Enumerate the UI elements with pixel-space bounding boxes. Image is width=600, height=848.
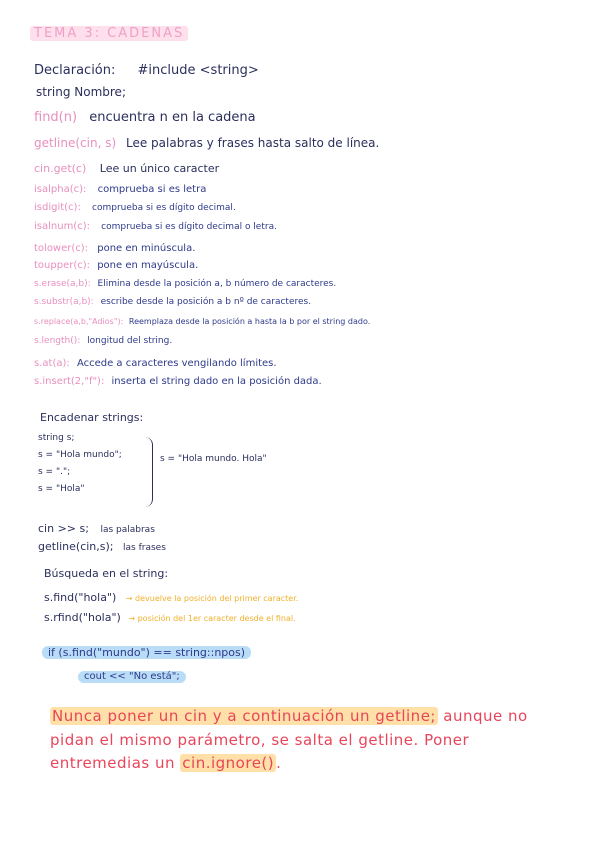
function-name: isalnum(c):: [34, 221, 90, 232]
function-name: tolower(c):: [34, 243, 89, 254]
function-desc: encuentra n en la cadena: [89, 110, 256, 125]
io-row: [38, 523, 155, 535]
function-row: [34, 163, 219, 174]
busqueda-code: s.find("hola"): [44, 591, 117, 604]
function-row: [34, 337, 172, 346]
function-desc: Lee palabras y frases hasta salto de línea.: [125, 136, 380, 150]
busqueda-row: [44, 592, 298, 603]
function-row: [34, 318, 370, 326]
function-desc: comprueba si es dígito decimal.: [92, 203, 236, 213]
function-row: [34, 359, 277, 369]
string-declaration: string Nombre;: [36, 85, 126, 99]
function-desc: comprueba si es dígito decimal o letra.: [101, 222, 277, 232]
concat-line: string s;: [38, 433, 75, 443]
warning-line: [50, 756, 281, 771]
brace: [142, 437, 153, 507]
code-if-line: if (s.find("mundo") == string::npos): [42, 646, 251, 659]
code-cout-line: cout << "No está";: [78, 671, 186, 683]
io-code: getline(cin,s);: [38, 540, 114, 553]
function-row: [34, 298, 311, 307]
concat-line: s = "Hola mundo";: [38, 450, 122, 460]
busqueda-code: s.rfind("hola"): [44, 611, 121, 624]
io-row: [38, 541, 166, 553]
busqueda-heading: Búsqueda en el string:: [44, 567, 169, 580]
function-desc: pone en mayúscula.: [97, 260, 199, 271]
function-row: [34, 280, 336, 289]
function-name: getline(cin, s): [34, 136, 117, 150]
function-row: [34, 261, 198, 271]
warning-highlight: Nunca poner un cin y a continuación un getline;: [52, 707, 436, 725]
function-desc: escribe desde la posición a b nº de caracteres.: [100, 297, 312, 307]
function-name: toupper(c):: [34, 260, 91, 271]
warning-text: aunque no: [443, 707, 528, 725]
function-name: cin.get(c): [34, 162, 87, 175]
include-directive: #include <string>: [137, 63, 259, 78]
function-name: isdigit(c):: [34, 202, 81, 213]
function-desc: comprueba si es letra: [97, 184, 207, 195]
function-row: [34, 222, 277, 232]
function-desc: inserta el string dado en la posición dada.: [111, 376, 322, 387]
function-desc: Reemplaza desde la posición a hasta la b por el string dado.: [128, 317, 371, 326]
function-desc: Elimina desde la posición a, b número de caracteres.: [97, 279, 337, 289]
concat-line: s = "Hola": [38, 484, 85, 494]
function-desc: longitud del string.: [87, 336, 173, 346]
function-name: s.replace(a,b,"Adios"):: [34, 317, 124, 326]
io-note: las palabras: [100, 525, 155, 535]
function-name: s.insert(2,"f"):: [34, 376, 105, 387]
function-name: s.substr(a,b):: [34, 297, 94, 307]
cin-ignore-highlight: cin.ignore(): [182, 754, 275, 772]
function-name: s.length():: [34, 336, 81, 346]
busqueda-note: → posición del 1er caracter desde el final.: [128, 614, 296, 623]
function-row: [34, 377, 322, 387]
concat-result: s = "Hola mundo. Hola": [160, 454, 267, 464]
page-title: TEMA 3: CADENAS: [30, 26, 188, 41]
function-row: [34, 244, 195, 254]
function-desc: Accede a caracteres vengilando límites.: [76, 358, 277, 369]
warning-text: .: [276, 754, 282, 772]
function-name: isalpha(c):: [34, 184, 87, 195]
concat-line: s = ".";: [38, 467, 71, 477]
function-name: s.at(a):: [34, 358, 70, 369]
warning-line: pidan el mismo parámetro, se salta el getline. Poner: [50, 731, 470, 749]
concat-heading: Encadenar strings:: [40, 411, 144, 424]
function-row: [34, 137, 379, 149]
io-code: cin >> s;: [38, 522, 89, 535]
function-row: [34, 111, 256, 124]
function-row: [34, 185, 206, 195]
busqueda-row: [44, 612, 296, 623]
function-row: [34, 203, 236, 213]
warning-line: [50, 709, 528, 724]
declaration-label: Declaración:: [34, 63, 116, 78]
function-desc: pone en minúscula.: [97, 243, 196, 254]
busqueda-note: → devuelve la posición del primer caracter.: [125, 594, 299, 603]
declaration-row: [34, 64, 259, 77]
function-desc: Lee un único caracter: [99, 162, 220, 175]
io-note: las frases: [123, 543, 166, 553]
function-name: s.erase(a,b):: [34, 279, 91, 289]
function-name: find(n): [34, 110, 78, 125]
warning-text: entremedias un: [50, 754, 176, 772]
